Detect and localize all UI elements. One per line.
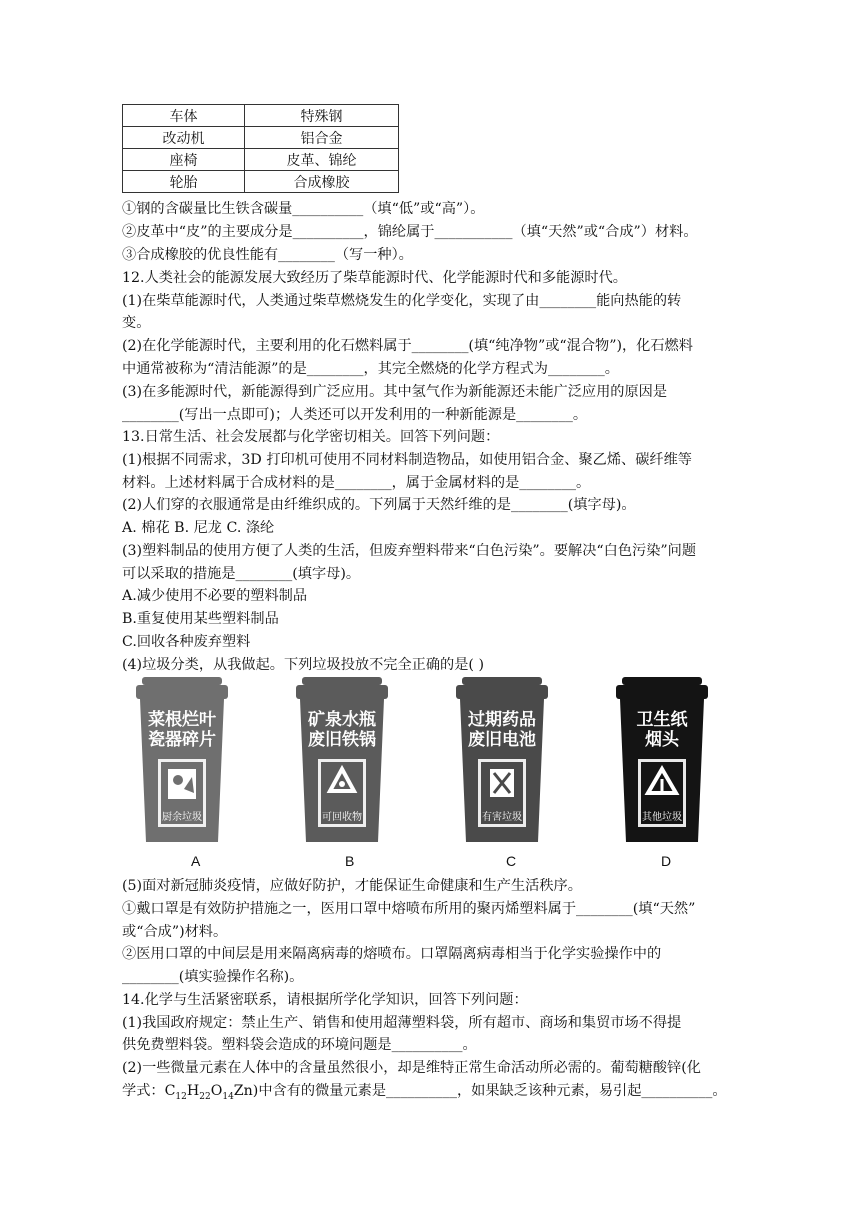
options-line: A. 棉花 B. 尼龙 C. 涤纶 xyxy=(122,520,275,536)
bin-d xyxy=(616,677,708,842)
text-line: (2)一些微量元素在人体中的含量虽然很小，却是维特正常生命活动所必需的。葡萄糖酸锌(化 xyxy=(122,1060,701,1076)
hazard-icon xyxy=(490,769,514,797)
question-14-title: 14.化学与生活紧密联系，请根据所学化学知识，回答下列问题： xyxy=(122,992,528,1008)
materials-table xyxy=(122,104,399,193)
text-line: 变。 xyxy=(122,315,151,331)
option-a: A.减少使用不必要的塑料制品 xyxy=(122,588,308,604)
text-line: (4)垃圾分类，从我做起。下列垃圾投放不完全正确的是( ) xyxy=(122,657,484,673)
bin-c-text-2: 废旧电池 xyxy=(468,730,536,750)
text-line: (1)在柴草能源时代，人类通过柴草燃烧发生的化学变化，实现了由________能向热能的转 xyxy=(122,293,682,309)
bin-caption-a: A xyxy=(191,853,201,869)
text-line: (2)在化学能源时代，主要利用的化石燃料属于________(填“纯净物”或“混合物”)，化石燃料 xyxy=(122,338,693,354)
formula-sub: 14 xyxy=(222,1091,234,1102)
text-line: (2)人们穿的衣服通常是由纤维织成的。下列属于天然纤维的是________(填字母)。 xyxy=(122,497,636,513)
text-line: (1)根据不同需求，3D 打印机可使用不同材料制造物品，如使用铝合金、聚乙烯、碳纤维等 xyxy=(122,452,692,468)
question-13-title: 13.日常生活、社会发展都与化学密切相关。回答下列问题： xyxy=(122,429,500,445)
option-c: C.回收各种废弃塑料 xyxy=(122,634,251,650)
text-line: 或“合成”)材料。 xyxy=(122,924,228,940)
question-12-title: 12.人类社会的能源发展大致经历了柴草能源时代、化学能源时代和多能源时代。 xyxy=(122,270,627,286)
formula-sub: 22 xyxy=(199,1091,211,1102)
text-line: 可以采取的措施是________(填字母)。 xyxy=(122,566,361,582)
bin-c-label: 有害垃圾 xyxy=(482,812,522,823)
bin-a xyxy=(136,677,228,842)
text-line: ________(写出一点即可)；人类还可以开发利用的一种新能源是________。 xyxy=(122,407,588,423)
formula-part: O xyxy=(210,1083,223,1099)
text-line: ②医用口罩的中间层是用来隔离病毒的熔喷布。口罩隔离病毒相当于化学实验操作中的 xyxy=(122,946,662,962)
formula-part: H xyxy=(186,1083,200,1099)
bin-caption-b: B xyxy=(345,853,355,869)
bin-a-text-2: 瓷器碎片 xyxy=(148,730,216,750)
table-row xyxy=(123,149,399,171)
text-line: (5)面对新冠肺炎疫情，应做好防护，才能保证生命健康和生产生活秩序。 xyxy=(122,878,582,894)
text-line: ①钢的含碳量比生铁含碳量__________（填“低”或“高”）。 xyxy=(122,201,485,217)
formula-sub: 12 xyxy=(175,1091,187,1102)
table-cell-material: 合成橡胶 xyxy=(245,171,399,193)
text-line: (1)我国政府规定：禁止生产、销售和使用超薄塑料袋，所有超市、商场和集贸市场不得提 xyxy=(122,1015,682,1031)
table-row xyxy=(123,127,399,149)
bin-c xyxy=(456,677,548,842)
option-b: B.重复使用某些塑料制品 xyxy=(122,611,279,627)
bin-d-text-1: 卫生纸 xyxy=(636,710,688,730)
text-line: (3)塑料制品的使用方便了人类的生活，但废弃塑料带来“白色污染”。要解决“白色污染”问题 xyxy=(122,543,697,559)
bin-b xyxy=(296,677,388,842)
text-line: (3)在多能源时代，新能源得到广泛应用。其中氢气作为新能源还未能广泛应用的原因是 xyxy=(122,384,668,400)
table-cell-part: 座椅 xyxy=(123,149,245,171)
text-line: ③合成橡胶的优良性能有________（写一种）。 xyxy=(122,247,413,263)
bin-a-label: 厨余垃圾 xyxy=(162,812,202,823)
table-cell-material: 铝合金 xyxy=(245,127,399,149)
bin-d-label: 其他垃圾 xyxy=(642,812,682,823)
text-line: 中通常被称为“清洁能源”的是________，其完全燃烧的化学方程式为________。 xyxy=(122,361,619,377)
table-cell-material: 特殊钢 xyxy=(245,105,399,127)
garbage-bins-figure xyxy=(130,677,730,872)
table-cell-part: 改动机 xyxy=(123,127,245,149)
formula-line xyxy=(122,1081,727,1107)
food-waste-icon xyxy=(168,769,196,799)
table-cell-material: 皮革、锦纶 xyxy=(245,149,399,171)
text-line: ①戴口罩是有效防护措施之一，医用口罩中熔喷布所用的聚丙烯塑料属于________(填“天然” xyxy=(122,901,696,917)
bin-d-text-2: 烟头 xyxy=(645,730,679,750)
text-line: 供免费塑料袋。塑料袋会造成的环境问题是__________。 xyxy=(122,1037,477,1053)
table-cell-part: 轮胎 xyxy=(123,171,245,193)
formula-prefix: 学式：C xyxy=(122,1083,176,1099)
bin-caption-d: D xyxy=(661,853,672,869)
bin-c-text-1: 过期药品 xyxy=(468,710,536,730)
bin-a-text-1: 菜根烂叶 xyxy=(148,710,216,730)
table-row xyxy=(123,171,399,193)
bin-b-text-2: 废旧铁锅 xyxy=(308,730,376,750)
table-cell-part: 车体 xyxy=(123,105,245,127)
table-row xyxy=(123,105,399,127)
formula-suffix: Zn)中含有的微量元素是__________，如果缺乏该种元素，易引起__________。 xyxy=(233,1083,727,1099)
text-line: 材料。上述材料属于合成材料的是________，属于金属材料的是________。 xyxy=(122,475,591,491)
bin-b-text-1: 矿泉水瓶 xyxy=(308,710,376,730)
bin-b-label: 可回收物 xyxy=(322,812,362,823)
bin-caption-c: C xyxy=(506,853,517,869)
text-line: ________(填实验操作名称)。 xyxy=(122,969,304,985)
text-line: ②皮革中“皮”的主要成分是__________，锦纶属于___________（填“天然”或“合成”）材料。 xyxy=(122,224,698,240)
